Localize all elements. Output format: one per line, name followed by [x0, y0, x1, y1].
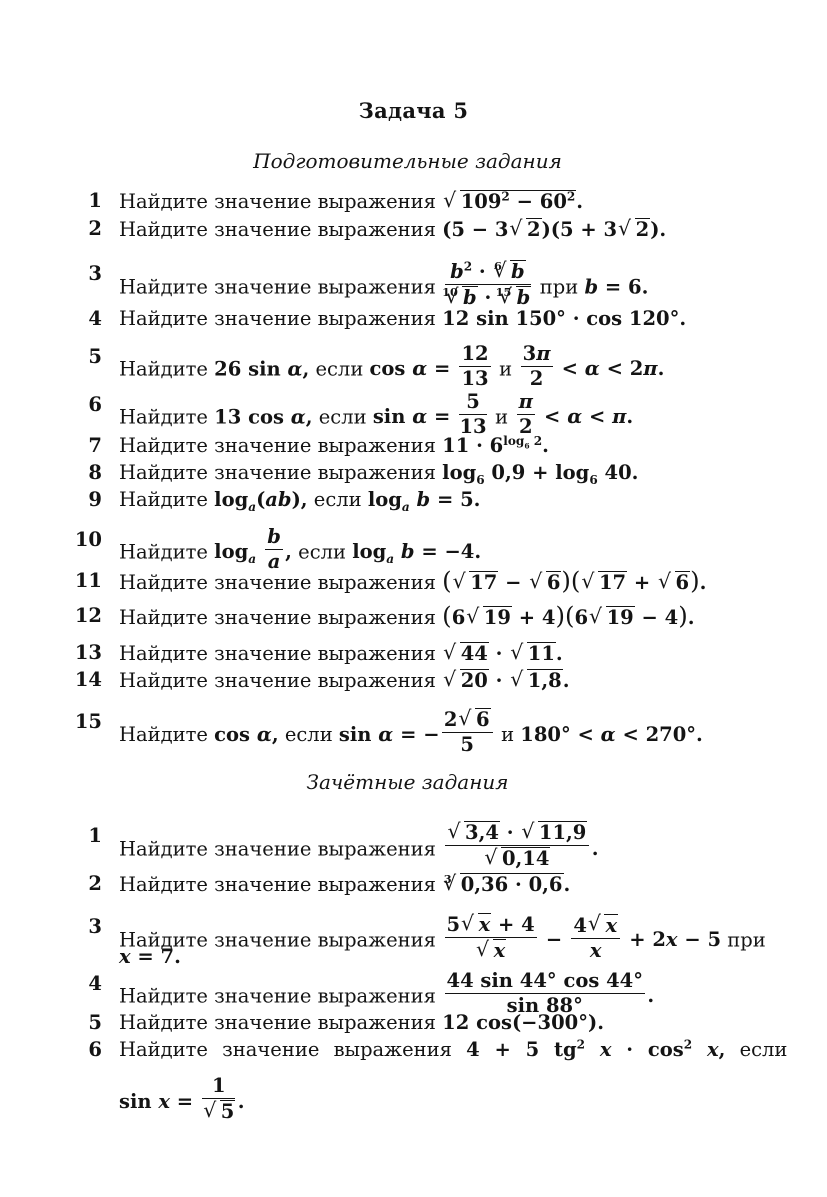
item-number: 4 — [88, 307, 102, 330]
item-text: Найдите значение выражения — [119, 606, 436, 629]
item-number: 2 — [88, 217, 102, 240]
math-expression: 26 sin α, — [214, 357, 310, 381]
test-heading: Зачётные задания — [306, 770, 509, 794]
item-text: Найдите — [119, 488, 208, 511]
math-expression: sin α = − $\frac{2√ 6}{5}$ — [339, 723, 495, 746]
item-text: Найдите значение выражения — [119, 461, 436, 484]
item-text: Найдите значение выражения — [119, 571, 436, 594]
math-expression: $\frac{\pi}{2}$ < α < π. — [518, 390, 634, 439]
math-expression: 13 cos α, — [214, 405, 313, 429]
item-text: Найдите значение выражения — [119, 307, 436, 330]
math-expression: (5 − 3√ 2)(5 + 3√ 2). — [442, 218, 666, 241]
math-expression: $\frac{3\pi}{2}$ < α < 2π. — [522, 342, 665, 391]
math-expression: cos α, — [214, 722, 279, 746]
item-text: если — [315, 357, 364, 381]
problem-title: Задача 5 — [358, 98, 469, 123]
math-expression: (√ 17 − √ 6)(√ 17 + √ 6). — [442, 571, 706, 594]
math-expression: $\log_a b = -4$. — [352, 540, 482, 567]
item-number: 1 — [88, 824, 102, 847]
item-number: 2 — [88, 872, 102, 895]
math-expression: $11 \cdot 6^{log_6 2}$. — [442, 433, 549, 457]
item-number: 3 — [88, 915, 102, 938]
math-expression: cos α = $\frac{12}{13}$ — [369, 342, 489, 391]
item-text: и — [501, 722, 515, 746]
math-expression: $\log_6 0,9 + \log_6 40$. — [442, 461, 639, 487]
item-text: Найдите значение выражения — [119, 434, 436, 457]
item-text: Найдите значение выражения — [119, 837, 436, 861]
item-text: Найдите — [119, 405, 208, 429]
math-expression: $\log_a(ab)$, — [214, 488, 308, 514]
math-expression: 180° < α < 270°. — [520, 722, 703, 746]
item-number: 12 — [74, 604, 102, 627]
math-expression: x = 7. — [119, 945, 181, 968]
item-text: если — [739, 1038, 788, 1061]
math-expression: b = 6. — [584, 275, 649, 299]
math-expression: sin x = 1 √ 5 . — [119, 1090, 244, 1113]
item-number: 6 — [88, 393, 102, 416]
math-expression: √ 3 0,36 · 0,6. — [442, 873, 570, 896]
item-number: 15 — [74, 710, 102, 733]
math-expression: 4 + 5 $tg^2$ $x \cdot \cos^2 x$, — [466, 1037, 726, 1061]
math-expression: √ 44 · √ 11. — [442, 642, 563, 665]
item-text: если — [318, 405, 367, 429]
math-expression: √ 20 · √ 1,8. — [442, 669, 569, 692]
item-text: Найдите значение выражения — [119, 1011, 436, 1034]
math-expression: $\log_a$ $\frac{b}{a}$ , — [214, 525, 292, 574]
item-number: 4 — [88, 972, 102, 995]
item-text: Найдите — [119, 540, 208, 564]
math-expression: $\frac{44 \sin 44^\circ \cos 44^\circ}{\sin 88^\circ}$ . — [446, 969, 655, 1018]
item-text: Найдите — [119, 357, 208, 381]
item-number: 7 — [88, 434, 102, 457]
item-text: Найдите значение выражения — [119, 669, 436, 692]
item-text: если — [284, 722, 333, 746]
item-text: Найдите значение выражения — [119, 984, 436, 1008]
item-number: 8 — [88, 461, 102, 484]
math-expression: (6√ 19 + 4)(6√ 19 − 4). — [442, 606, 694, 629]
math-expression: 12 sin 150° · cos 120°. — [442, 307, 687, 330]
item-number: 10 — [74, 528, 102, 551]
math-expression: $b^2$ · √ 6 b √ 10 b · √ 15 b — [442, 275, 533, 298]
item-text: Найдите значение выражения — [119, 642, 436, 665]
math-expression: 12 cos(−300°). — [442, 1011, 604, 1034]
item-text: если — [313, 488, 362, 511]
item-number: 5 — [88, 1011, 102, 1034]
item-text: при — [539, 275, 579, 299]
item-number: 11 — [74, 569, 102, 592]
item-number: 13 — [74, 641, 102, 664]
item-text: если — [298, 540, 347, 564]
item-text: Найдите — [119, 722, 208, 746]
math-expression: $\log_a b = 5$. — [367, 488, 481, 514]
item-number: 5 — [88, 345, 102, 368]
item-number: 9 — [88, 488, 102, 511]
math-expression: 5√ x + 4 √ x − $\frac{4√ x}{x}$ + 2x − 5 — [442, 928, 721, 951]
item-text: Найдите значение выражения — [119, 928, 436, 952]
item-text: Найдите значение выражения — [119, 218, 436, 241]
item-text: Найдите значение выражения — [119, 190, 436, 213]
item-text: при — [727, 928, 766, 952]
item-number: 6 — [88, 1038, 102, 1061]
item-text: и — [499, 357, 513, 381]
prep-heading: Подготовительные задания — [253, 149, 562, 173]
math-expression: sin α = $\frac{5}{13}$ — [372, 390, 487, 439]
item-text: Найдите значение выражения — [119, 873, 436, 896]
item-number: 14 — [74, 668, 102, 691]
item-number: 3 — [88, 262, 102, 285]
item-text: Найдите значение выражения — [119, 1038, 452, 1061]
math-expression: √ $109^2 - 60^2$. — [442, 190, 583, 213]
item-text: Найдите значение выражения — [119, 275, 436, 299]
item-number: 1 — [88, 189, 102, 212]
item-text: и — [495, 405, 509, 429]
math-expression: √ 3,4 · √ 11,9 √ 0,14 . — [442, 837, 598, 860]
